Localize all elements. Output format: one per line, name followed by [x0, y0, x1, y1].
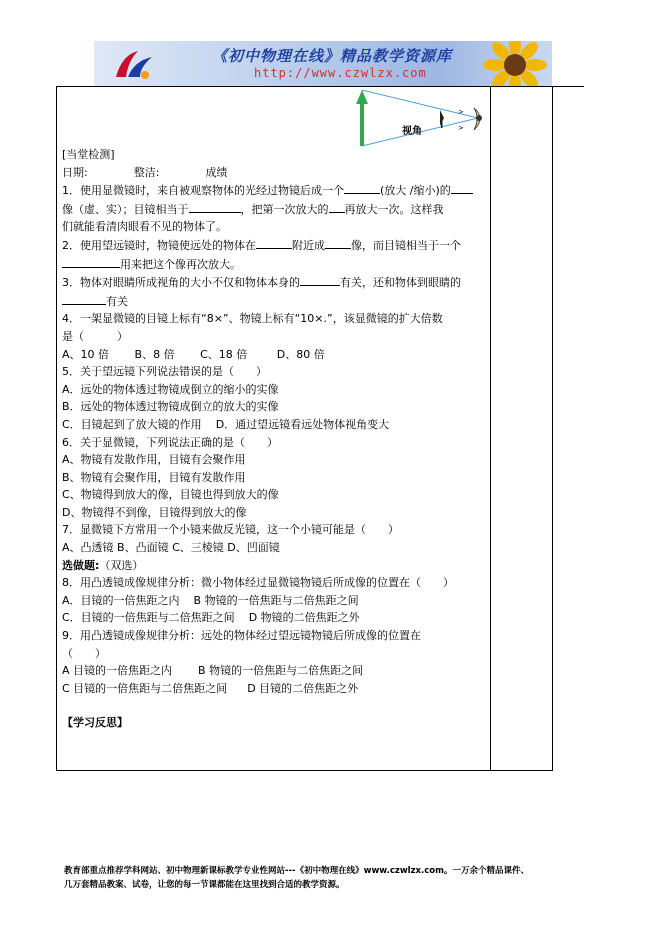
- multi-select-header: 选做题:（双选）: [62, 558, 144, 572]
- visual-angle-diagram: [350, 86, 490, 150]
- option-d[interactable]: D 目镜的二倍焦距之外: [247, 681, 359, 695]
- question-6-text: 6．关于显微镜，下列说法正确的是（ ）: [62, 435, 278, 449]
- question-8-options-ab: [62, 592, 486, 610]
- answer-blank[interactable]: [62, 292, 106, 305]
- table-left-border: [56, 86, 57, 771]
- table-top-border: [56, 86, 584, 87]
- option-d[interactable]: D．通过望远镜看远处物体视角变大: [215, 417, 390, 431]
- option-b[interactable]: B．远处的物体透过物镜成倒立的放大的实像: [62, 400, 279, 414]
- table-column-divider: [490, 86, 491, 771]
- option-c[interactable]: C、物镜得到放大的像，目镜也得到放大的像: [62, 488, 279, 502]
- question-5-options-cd: [62, 416, 486, 434]
- option-b[interactable]: B 物镜的一倍焦距与二倍焦距之间: [198, 664, 364, 678]
- question-4-line-2: 是（ ）: [62, 329, 128, 343]
- footer-line-1: 教育部重点推荐学科网站、初中物理新课标教学专业性网站---《初中物理在线》www.czwlzx.com。一万余个精品课件、: [64, 866, 529, 876]
- question-1-line-1: 1．使用显微镜时，来自被观察物体的光经过物镜后成一个 (放大 /缩小)的: [62, 181, 486, 200]
- option-d[interactable]: D、物镜得不到像，目镜得到放大的像: [62, 505, 247, 519]
- table-right-border: [552, 86, 553, 771]
- svg-text:>: >: [458, 108, 464, 116]
- question-7-options[interactable]: A、凸透镜 B、凸面镜 C、三棱镜 D、凹面镜: [62, 541, 280, 555]
- option-a[interactable]: A．目镜的一倍焦距之内: [62, 593, 180, 607]
- question-2-line-1: 2．使用望远镜时，物镜使远处的物体在 附近成 像，而目镜相当于一个: [62, 236, 486, 255]
- option-b[interactable]: B、物镜有会聚作用，目镜有发散作用: [62, 470, 246, 484]
- question-8-text: 8．用凸透镜成像规律分析：微小物体经过显微镜物镜后所成像的位置在（ ）: [62, 576, 454, 590]
- question-9-options-cd: [62, 680, 486, 698]
- question-8-options-cd: [62, 609, 486, 627]
- option-b[interactable]: B、8 倍: [134, 347, 175, 361]
- question-9-text: 9．用凸透镜成像规律分析：远处的物体经过望远镜物镜后所成像的位置在: [62, 629, 421, 643]
- answer-blank[interactable]: [189, 200, 241, 213]
- question-1-line-2: 像（虚、实）；目镜相当于 ，把第一次放大的 再放大一次。这样我: [62, 200, 486, 219]
- option-a[interactable]: A、物镜有发散作用，目镜有会聚作用: [62, 453, 246, 467]
- option-d[interactable]: D 物镜的二倍焦距之外: [248, 611, 360, 625]
- question-1-line-3: 们就能看清肉眼看不见的物体了。: [62, 220, 227, 234]
- option-a[interactable]: A．远处的物体透过物镜成倒立的缩小的实像: [62, 382, 279, 396]
- option-a[interactable]: A 目镜的一倍焦距之内: [62, 664, 173, 678]
- answer-blank[interactable]: [325, 236, 351, 249]
- date-line: 日期: 整洁: 成绩: [62, 165, 228, 179]
- option-b[interactable]: B 物镜的一倍焦距与二倍焦距之间: [193, 593, 359, 607]
- answer-blank[interactable]: [451, 181, 473, 194]
- question-5-text: 5．关于望远镜下列说法错误的是（ ）: [62, 365, 267, 379]
- question-9-text-2: （ ）: [62, 646, 106, 660]
- question-9-options-ab: [62, 662, 486, 680]
- option-d[interactable]: D、80 倍: [276, 347, 325, 361]
- answer-blank[interactable]: [329, 200, 345, 213]
- question-2-line-2: 用来把这个像再次放大。: [62, 255, 486, 274]
- section-header: [当堂检测]: [62, 148, 115, 161]
- question-7-text: 7．显微镜下方常用一个小镜来做反光镜，这一个小镜可能是（ ）: [62, 523, 399, 537]
- reflection-heading: 【学习反思】: [62, 716, 128, 730]
- exercise-content: [62, 146, 486, 732]
- banner-title: 《初中物理在线》精品教学资源库: [212, 47, 453, 65]
- header-banner: [94, 41, 552, 86]
- question-3-line-2: 有关: [62, 292, 486, 311]
- option-c[interactable]: C 目镜的一倍焦距与二倍焦距之间: [62, 681, 228, 695]
- question-3-line-1: 3．物体对眼睛所成视角的大小不仅和物体本身的 有关，还和物体到眼睛的: [62, 273, 486, 292]
- footer-line-2: 几万套精品教案、试卷，让您的每一节课都能在这里找到合适的教学资源。: [64, 880, 345, 890]
- question-4-line-1: 4．一架显微镜的目镜上标有“8×”、物镜上标有“10×.”，该显微镜的扩大倍数: [62, 312, 443, 326]
- option-a[interactable]: A、10 倍: [62, 347, 110, 361]
- svg-text:>: >: [458, 124, 464, 132]
- page-footer: [64, 864, 604, 892]
- answer-blank[interactable]: [344, 181, 380, 194]
- sunflower-icon: [480, 41, 550, 86]
- option-c[interactable]: C．目镜的一倍焦距与二倍焦距之间: [62, 611, 235, 625]
- answer-blank[interactable]: [256, 236, 292, 249]
- visual-angle-label: 视角: [402, 126, 422, 137]
- option-c[interactable]: C、18 倍: [200, 347, 248, 361]
- option-c[interactable]: C．目镜起到了放大镜的作用: [62, 417, 202, 431]
- banner-url[interactable]: http://www.czwlzx.com: [254, 66, 427, 80]
- answer-blank[interactable]: [300, 273, 340, 286]
- table-bottom-border: [56, 770, 552, 771]
- question-4-options: [62, 346, 486, 364]
- site-logo: [112, 47, 156, 81]
- answer-blank[interactable]: [62, 255, 120, 268]
